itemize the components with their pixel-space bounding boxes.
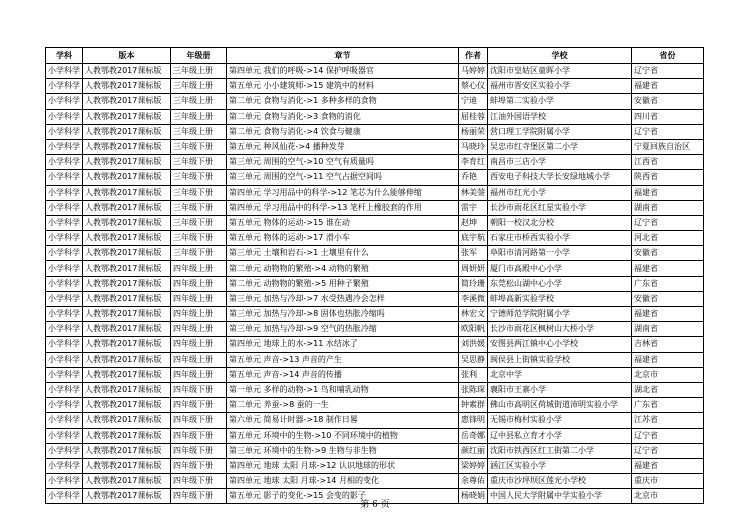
cell-author: 梁婷婷 [459, 458, 488, 473]
header-school: 学校 [488, 48, 632, 64]
cell-grade: 三年级上册 [171, 109, 227, 124]
cell-grade: 四年级下册 [171, 474, 227, 489]
cell-edition: 人教鄂教2017课标版 [83, 94, 171, 109]
cell-author: 林美蓥 [459, 185, 488, 200]
cell-edition: 人教鄂教2017课标版 [83, 322, 171, 337]
cell-author: 乔艳 [459, 170, 488, 185]
cell-grade: 四年级下册 [171, 382, 227, 397]
table-row [46, 185, 704, 200]
table-row [46, 382, 704, 397]
cell-author: 颜红丽 [459, 443, 488, 458]
cell-grade: 三年级下册 [171, 231, 227, 246]
cell-grade: 四年级上册 [171, 337, 227, 352]
cell-grade: 四年级上册 [171, 352, 227, 367]
cell-subject: 小学科学 [46, 443, 83, 458]
cell-chapter: 第五单元 物体的运动->15 谁在动 [227, 215, 459, 230]
table-row [46, 428, 704, 443]
cell-province: 吉林省 [632, 337, 704, 352]
cell-grade: 四年级下册 [171, 398, 227, 413]
cell-grade: 三年级上册 [171, 94, 227, 109]
cell-edition: 人教鄂教2017课标版 [83, 246, 171, 261]
cell-grade: 三年级上册 [171, 79, 227, 94]
cell-edition: 人教鄂教2017课标版 [83, 443, 171, 458]
cell-edition: 人教鄂教2017课标版 [83, 200, 171, 215]
cell-author: 林宏文 [459, 307, 488, 322]
cell-grade: 四年级下册 [171, 428, 227, 443]
cell-province: 辽宁省 [632, 64, 704, 79]
cell-author: 简玲珊 [459, 276, 488, 291]
cell-chapter: 第四单元 地球上的水->11 水结冰了 [227, 337, 459, 352]
cell-school: 涵江区实验小学 [488, 458, 632, 473]
cell-grade: 三年级下册 [171, 185, 227, 200]
cell-chapter: 第五单元 小小建筑师->15 建筑中的材料 [227, 79, 459, 94]
cell-province: 重庆市 [632, 474, 704, 489]
cell-edition: 人教鄂教2017课标版 [83, 231, 171, 246]
cell-author: 钟素群 [459, 398, 488, 413]
cell-chapter: 第三单元 周围的空气->11 空气占据空间吗 [227, 170, 459, 185]
cell-province: 福建省 [632, 261, 704, 276]
cell-school: 东莞松山湖中心小学 [488, 276, 632, 291]
cell-grade: 三年级上册 [171, 64, 227, 79]
cell-author: 刘洪媛 [459, 337, 488, 352]
cell-author: 余尊佑 [459, 474, 488, 489]
cell-subject: 小学科学 [46, 246, 83, 261]
header-chapter: 章节 [227, 48, 459, 64]
cell-edition: 人教鄂教2017课标版 [83, 215, 171, 230]
cell-province: 辽宁省 [632, 428, 704, 443]
cell-province: 广东省 [632, 398, 704, 413]
cell-edition: 人教鄂教2017课标版 [83, 185, 171, 200]
cell-grade: 四年级下册 [171, 489, 227, 504]
cell-school: 吴忠市红寺堡区第二小学 [488, 139, 632, 154]
cell-chapter: 第四单元 学习用品中的科学->12 笔芯为什么能够伸缩 [227, 185, 459, 200]
cell-subject: 小学科学 [46, 124, 83, 139]
cell-school: 厦门市高殿中心小学 [488, 261, 632, 276]
cell-school: 西安电子科技大学长安绿地城小学 [488, 170, 632, 185]
table-row [46, 367, 704, 382]
cell-province: 河北省 [632, 231, 704, 246]
cell-chapter: 第三单元 加热与冷却->7 水受热遇冷会怎样 [227, 291, 459, 306]
cell-subject: 小学科学 [46, 185, 83, 200]
cell-subject: 小学科学 [46, 428, 83, 443]
cell-grade: 三年级下册 [171, 246, 227, 261]
cell-school: 阜阳市清河路第一小学 [488, 246, 632, 261]
cell-province: 福建省 [632, 307, 704, 322]
cell-edition: 人教鄂教2017课标版 [83, 382, 171, 397]
header-subject: 学科 [46, 48, 83, 64]
cell-school: 朝阳一校汉北分校 [488, 215, 632, 230]
cell-school: 福州市红光小学 [488, 185, 632, 200]
header-author: 作者 [459, 48, 488, 64]
cell-grade: 四年级下册 [171, 413, 227, 428]
cell-grade: 四年级上册 [171, 261, 227, 276]
cell-province: 辽宁省 [632, 124, 704, 139]
page-number: 第 6 页 [360, 500, 390, 510]
cell-province: 北京市 [632, 367, 704, 382]
cell-school: 重庆市沙坪坝区莲光小学校 [488, 474, 632, 489]
cell-grade: 四年级上册 [171, 276, 227, 291]
header-edition: 版本 [83, 48, 171, 64]
cell-school: 江油外国语学校 [488, 109, 632, 124]
cell-chapter: 第五单元 物体的运动->17 滑小车 [227, 231, 459, 246]
cell-school: 长沙市雨花区红星实验小学 [488, 200, 632, 215]
cell-grade: 三年级下册 [171, 139, 227, 154]
cell-chapter: 第五单元 声音->14 声音的传播 [227, 367, 459, 382]
cell-author: 宁迪 [459, 94, 488, 109]
cell-chapter: 第二单元 养蚕->8 蚕的一生 [227, 398, 459, 413]
cell-grade: 三年级上册 [171, 124, 227, 139]
table-row [46, 398, 704, 413]
table-row [46, 109, 704, 124]
cell-province: 辽宁省 [632, 215, 704, 230]
cell-subject: 小学科学 [46, 367, 83, 382]
cell-subject: 小学科学 [46, 382, 83, 397]
cell-grade: 四年级上册 [171, 291, 227, 306]
cell-chapter: 第五单元 影子的变化->15 会变的影子 [227, 489, 459, 504]
table-row [46, 474, 704, 489]
table-row [46, 124, 704, 139]
cell-province: 福建省 [632, 352, 704, 367]
table-body [46, 64, 704, 504]
cell-edition: 人教鄂教2017课标版 [83, 139, 171, 154]
cell-province: 陕西省 [632, 170, 704, 185]
cell-subject: 小学科学 [46, 398, 83, 413]
cell-edition: 人教鄂教2017课标版 [83, 428, 171, 443]
table-row [46, 231, 704, 246]
cell-subject: 小学科学 [46, 489, 83, 504]
cell-subject: 小学科学 [46, 79, 83, 94]
cell-province: 广东省 [632, 276, 704, 291]
cell-school: 闽侯县上街镇实验学校 [488, 352, 632, 367]
cell-edition: 人教鄂教2017课标版 [83, 124, 171, 139]
cell-author: 马晓玲 [459, 139, 488, 154]
cell-subject: 小学科学 [46, 139, 83, 154]
cell-province: 湖南省 [632, 322, 704, 337]
header-province: 省份 [632, 48, 704, 64]
cell-subject: 小学科学 [46, 291, 83, 306]
cell-subject: 小学科学 [46, 215, 83, 230]
cell-subject: 小学科学 [46, 352, 83, 367]
table-row [46, 458, 704, 473]
header-row [46, 48, 704, 64]
cell-school: 蚌埠高新实验学校 [488, 291, 632, 306]
cell-school: 中国人民大学附属中学实验小学 [488, 489, 632, 504]
cell-grade: 三年级下册 [171, 170, 227, 185]
cell-edition: 人教鄂教2017课标版 [83, 307, 171, 322]
cell-chapter: 第三单元 加热与冷却->8 固体也热胀冷缩吗 [227, 307, 459, 322]
table-row [46, 291, 704, 306]
cell-edition: 人教鄂教2017课标版 [83, 352, 171, 367]
cell-subject: 小学科学 [46, 322, 83, 337]
cell-school: 蚌埠第二实验小学 [488, 94, 632, 109]
cell-grade: 三年级下册 [171, 200, 227, 215]
cell-grade: 四年级下册 [171, 443, 227, 458]
cell-province: 湖南省 [632, 200, 704, 215]
cell-province: 福建省 [632, 79, 704, 94]
cell-author: 周妍妍 [459, 261, 488, 276]
cell-school: 辽中县私立育才小学 [488, 428, 632, 443]
cell-author: 杨晓娟 [459, 489, 488, 504]
cell-province: 辽宁省 [632, 443, 704, 458]
cell-author: 欧阳帆 [459, 322, 488, 337]
cell-province: 江苏省 [632, 413, 704, 428]
cell-chapter: 第五单元 环境中的生物->10 不同环境中的植物 [227, 428, 459, 443]
cell-author: 赵坤 [459, 215, 488, 230]
cell-subject: 小学科学 [46, 307, 83, 322]
cell-grade: 四年级上册 [171, 367, 227, 382]
cell-edition: 人教鄂教2017课标版 [83, 489, 171, 504]
table-row [46, 200, 704, 215]
cell-school: 营口理工学院附属小学 [488, 124, 632, 139]
table-row [46, 139, 704, 154]
cell-author: 岳奇娜 [459, 428, 488, 443]
cell-school: 沈阳市铁西区红工街第二小学 [488, 443, 632, 458]
course-table [45, 47, 704, 504]
table-row [46, 276, 704, 291]
cell-author: 惠锋明 [459, 413, 488, 428]
cell-subject: 小学科学 [46, 200, 83, 215]
cell-edition: 人教鄂教2017课标版 [83, 474, 171, 489]
cell-province: 北京市 [632, 489, 704, 504]
cell-author: 李育红 [459, 155, 488, 170]
cell-grade: 四年级下册 [171, 458, 227, 473]
table-row [46, 352, 704, 367]
cell-school: 南昌市三店小学 [488, 155, 632, 170]
cell-province: 福建省 [632, 185, 704, 200]
table-row [46, 413, 704, 428]
cell-chapter: 第二单元 动物物的繁殖->4 动物的繁殖 [227, 261, 459, 276]
cell-province: 福建省 [632, 458, 704, 473]
cell-author: 吴思静 [459, 352, 488, 367]
table-row [46, 155, 704, 170]
cell-subject: 小学科学 [46, 261, 83, 276]
cell-subject: 小学科学 [46, 109, 83, 124]
cell-chapter: 第一单元 多样的动物->1 鸟和哺乳动物 [227, 382, 459, 397]
cell-chapter: 第二单元 食物与消化->1 多种多样的食物 [227, 94, 459, 109]
cell-school: 福州市晋安区实验小学 [488, 79, 632, 94]
cell-school: 宁德师范学院附属小学 [488, 307, 632, 322]
table-row [46, 261, 704, 276]
cell-chapter: 第三单元 周围的空气->10 空气有质量吗 [227, 155, 459, 170]
cell-author: 蔡心仪 [459, 79, 488, 94]
cell-school: 长沙市雨花区枫树山大桥小学 [488, 322, 632, 337]
cell-edition: 人教鄂教2017课标版 [83, 261, 171, 276]
cell-school: 佛山市高明区荷城街道沛明实验小学 [488, 398, 632, 413]
cell-province: 安徽省 [632, 291, 704, 306]
cell-edition: 人教鄂教2017课标版 [83, 413, 171, 428]
cell-chapter: 第四单元 我们的呼吸->14 保护呼吸器官 [227, 64, 459, 79]
cell-chapter: 第五单元 种风仙花->4 播种发芽 [227, 139, 459, 154]
cell-author: 雷宇 [459, 200, 488, 215]
cell-province: 安徽省 [632, 94, 704, 109]
cell-author: 李溪微 [459, 291, 488, 306]
cell-grade: 三年级下册 [171, 155, 227, 170]
cell-edition: 人教鄂教2017课标版 [83, 155, 171, 170]
cell-subject: 小学科学 [46, 337, 83, 352]
cell-subject: 小学科学 [46, 155, 83, 170]
table-row [46, 246, 704, 261]
cell-chapter: 第三单元 环境中的生物->9 生物与非生物 [227, 443, 459, 458]
cell-chapter: 第二单元 食物与消化->4 饮食与健康 [227, 124, 459, 139]
cell-edition: 人教鄂教2017课标版 [83, 170, 171, 185]
cell-grade: 四年级上册 [171, 307, 227, 322]
header-grade: 年级册 [171, 48, 227, 64]
cell-province: 宁夏回族自治区 [632, 139, 704, 154]
cell-chapter: 第四单元 地球 太阳 月球->12 认识地球的形状 [227, 458, 459, 473]
cell-author: 屈桂蓉 [459, 109, 488, 124]
cell-school: 安图县两江镇中心小学校 [488, 337, 632, 352]
cell-school: 沈阳市皇姑区童晖小学 [488, 64, 632, 79]
cell-province: 湖北省 [632, 382, 704, 397]
cell-subject: 小学科学 [46, 64, 83, 79]
cell-subject: 小学科学 [46, 458, 83, 473]
table-row [46, 64, 704, 79]
cell-subject: 小学科学 [46, 94, 83, 109]
cell-subject: 小学科学 [46, 474, 83, 489]
cell-edition: 人教鄂教2017课标版 [83, 458, 171, 473]
table-row [46, 337, 704, 352]
cell-author: 底宇航 [459, 231, 488, 246]
cell-author: 张陈琛 [459, 382, 488, 397]
cell-author: 张军 [459, 246, 488, 261]
cell-chapter: 第三单元 土壤和岩石->1 土壤里有什么 [227, 246, 459, 261]
cell-subject: 小学科学 [46, 276, 83, 291]
cell-province: 江西省 [632, 155, 704, 170]
cell-school: 北京中学 [488, 367, 632, 382]
table-row [46, 443, 704, 458]
table-row [46, 322, 704, 337]
cell-chapter: 第四单元 地球 太阳 月球->14 月相的变化 [227, 474, 459, 489]
cell-edition: 人教鄂教2017课标版 [83, 367, 171, 382]
cell-grade: 三年级下册 [171, 215, 227, 230]
cell-author: 杨丽荣 [459, 124, 488, 139]
cell-edition: 人教鄂教2017课标版 [83, 79, 171, 94]
cell-school: 无锡市梅村实验小学 [488, 413, 632, 428]
cell-province: 安徽省 [632, 246, 704, 261]
cell-grade: 四年级上册 [171, 322, 227, 337]
table-row [46, 170, 704, 185]
table-row [46, 215, 704, 230]
cell-edition: 人教鄂教2017课标版 [83, 337, 171, 352]
cell-chapter: 第四单元 学习用品中的科学->13 笔杆上橡胶套的作用 [227, 200, 459, 215]
cell-chapter: 第二单元 动物物的繁殖->5 用种子繁殖 [227, 276, 459, 291]
cell-chapter: 第六单元 简易计时器->18 制作日晷 [227, 413, 459, 428]
table-row [46, 79, 704, 94]
cell-author: 张利 [459, 367, 488, 382]
cell-chapter: 第五单元 声音->13 声音的产生 [227, 352, 459, 367]
cell-school: 襄阳市王寨小学 [488, 382, 632, 397]
cell-subject: 小学科学 [46, 231, 83, 246]
cell-subject: 小学科学 [46, 170, 83, 185]
cell-edition: 人教鄂教2017课标版 [83, 109, 171, 124]
table-header [46, 48, 704, 64]
cell-subject: 小学科学 [46, 413, 83, 428]
cell-edition: 人教鄂教2017课标版 [83, 398, 171, 413]
cell-province: 四川省 [632, 109, 704, 124]
table-row [46, 94, 704, 109]
cell-author: 马婷婷 [459, 64, 488, 79]
table-row [46, 307, 704, 322]
cell-chapter: 第二单元 食物与消化->3 食物的消化 [227, 109, 459, 124]
cell-edition: 人教鄂教2017课标版 [83, 64, 171, 79]
cell-school: 石家庄市桥西实验小学 [488, 231, 632, 246]
cell-edition: 人教鄂教2017课标版 [83, 291, 171, 306]
cell-chapter: 第三单元 加热与冷却->9 空气的热胀冷缩 [227, 322, 459, 337]
cell-edition: 人教鄂教2017课标版 [83, 276, 171, 291]
